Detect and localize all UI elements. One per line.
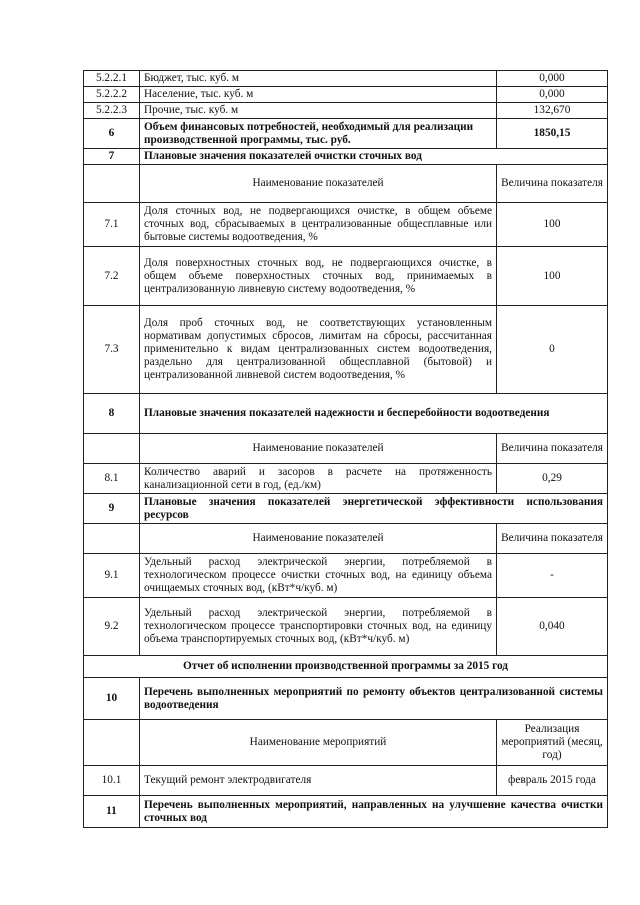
report-title: Отчет об исполнении производственной программы за 2015 год	[84, 656, 608, 678]
column-header-value: Величина показателя	[497, 165, 608, 203]
section-title: Перечень выполненных мероприятий по ремонту объектов централизованной системы водоотведения	[140, 678, 608, 720]
production-program-table	[83, 70, 608, 828]
table-row	[84, 119, 608, 149]
indicator-value: 100	[497, 203, 608, 247]
indicator-name: Доля сточных вод, не подвергающихся очистке, в общем объеме сточных вод, сбрасываемых в централизованные общесплавные или бытовые системы водоотведения, %	[140, 203, 497, 247]
section-number: 11	[84, 796, 140, 828]
indicator-value: 0,000	[497, 87, 608, 103]
indicator-value: -	[497, 554, 608, 598]
financial-needs-label: Объем финансовых потребностей, необходимый для реализации производственной программы, тыс. руб.	[140, 119, 497, 149]
activity-date: февраль 2015 года	[497, 766, 608, 796]
report-title-row	[84, 656, 608, 678]
indicator-name: Удельный расход электрической энергии, потребляемой в технологическом процессе транспортировки сточных вод, на единицу объема транспортируемых сточных вод, (кВт*ч/куб. м)	[140, 598, 497, 656]
section-row	[84, 678, 608, 720]
column-header-name: Наименование показателей	[140, 165, 497, 203]
header-row	[84, 720, 608, 766]
section-title: Плановые значения показателей очистки сточных вод	[140, 149, 608, 165]
table-row	[84, 766, 608, 796]
table-row	[84, 247, 608, 306]
table-row	[84, 464, 608, 494]
indicator-name: Доля проб сточных вод, не соответствующих установленным нормативам допустимых сбросов, лимитам на сбросы, рассчитанная применительно к видам централизованных систем водоотведения, раздельно для централизованной общесплавной (бытовой) и централизованной ливневой систем водоотведения, %	[140, 306, 497, 394]
section-number: 6	[84, 119, 140, 149]
table-row	[84, 87, 608, 103]
row-number: 7.1	[84, 203, 140, 247]
table-row	[84, 203, 608, 247]
column-header-value: Величина показателя	[497, 434, 608, 464]
indicator-name: Прочие, тыс. куб. м	[140, 103, 497, 119]
header-row	[84, 434, 608, 464]
empty-cell	[84, 720, 140, 766]
column-header-name: Наименование показателей	[140, 524, 497, 554]
section-row	[84, 494, 608, 524]
indicator-value: 0	[497, 306, 608, 394]
section-number: 10	[84, 678, 140, 720]
indicator-value: 0,29	[497, 464, 608, 494]
row-number: 7.2	[84, 247, 140, 306]
column-header-name: Наименование показателей	[140, 434, 497, 464]
indicator-value: 100	[497, 247, 608, 306]
section-title: Перечень выполненных мероприятий, направленных на улучшение качества очистки сточных вод	[140, 796, 608, 828]
row-number: 9.1	[84, 554, 140, 598]
indicator-value: 0,000	[497, 71, 608, 87]
section-number: 8	[84, 394, 140, 434]
indicator-value: 132,670	[497, 103, 608, 119]
empty-cell	[84, 434, 140, 464]
indicator-name: Удельный расход электрической энергии, потребляемой в технологическом процессе очистки сточных вод, на единицу объема очищаемых сточных вод, (кВт*ч/куб. м)	[140, 554, 497, 598]
indicator-name: Население, тыс. куб. м	[140, 87, 497, 103]
section-number: 9	[84, 494, 140, 524]
indicator-name: Количество аварий и засоров в расчете на протяженность канализационной сети в год, (ед./км)	[140, 464, 497, 494]
row-number: 10.1	[84, 766, 140, 796]
header-row	[84, 165, 608, 203]
indicator-name: Бюджет, тыс. куб. м	[140, 71, 497, 87]
table-row	[84, 554, 608, 598]
section-number: 7	[84, 149, 140, 165]
financial-needs-value: 1850,15	[497, 119, 608, 149]
empty-cell	[84, 524, 140, 554]
indicator-value: 0,040	[497, 598, 608, 656]
section-row	[84, 394, 608, 434]
row-number: 5.2.2.2	[84, 87, 140, 103]
indicator-name: Доля поверхностных сточных вод, не подвергающихся очистке, в общем объеме поверхностных сточных вод, принимаемых в централизованную ливневую систему водоотведения, %	[140, 247, 497, 306]
table-row	[84, 71, 608, 87]
empty-cell	[84, 165, 140, 203]
section-row	[84, 149, 608, 165]
row-number: 5.2.2.3	[84, 103, 140, 119]
row-number: 7.3	[84, 306, 140, 394]
section-title: Плановые значения показателей энергетической эффективности использования ресурсов	[140, 494, 608, 524]
section-title: Плановые значения показателей надежности и бесперебойности водоотведения	[140, 394, 608, 434]
row-number: 9.2	[84, 598, 140, 656]
column-header-value: Реализация мероприятий (месяц, год)	[497, 720, 608, 766]
row-number: 8.1	[84, 464, 140, 494]
row-number: 5.2.2.1	[84, 71, 140, 87]
table-row	[84, 103, 608, 119]
table-row	[84, 306, 608, 394]
column-header-name: Наименование мероприятий	[140, 720, 497, 766]
section-row	[84, 796, 608, 828]
activity-name: Текущий ремонт электродвигателя	[140, 766, 497, 796]
header-row	[84, 524, 608, 554]
table-row	[84, 598, 608, 656]
column-header-value: Величина показателя	[497, 524, 608, 554]
